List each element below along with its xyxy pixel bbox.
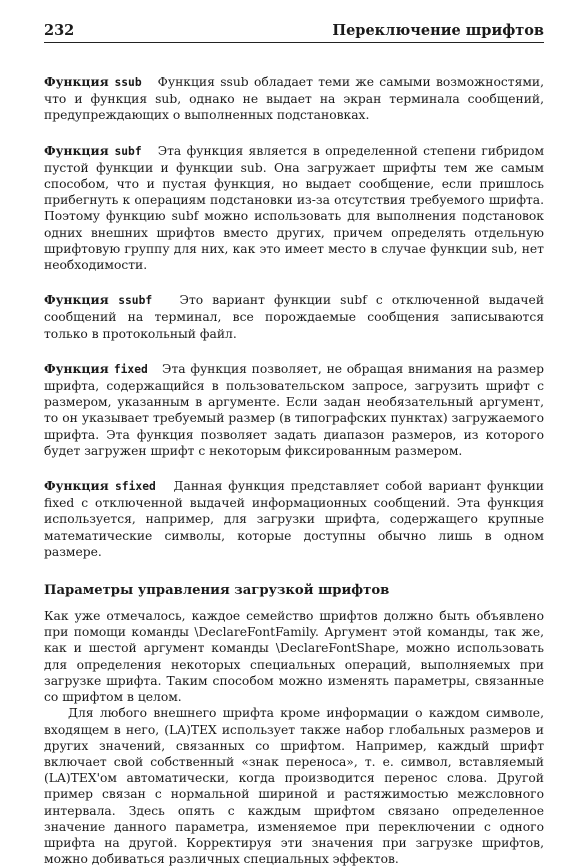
- entry-sfixed: [44, 478, 544, 560]
- entry-text: Данная функция представляет собой вариант функции fixed с отключенной выдачей информационных сообщений. Эта функция используется, например, для загрузки шрифта, содержащего крупные математические символы, которые доступны обычно лишь в одном размере.: [44, 479, 544, 559]
- entry-label: Функция fixed: [44, 360, 148, 376]
- entry-text: Эта функция является в определенной степени гибридом пустой функции и функции sub. Она загружает шрифты тем же самым способом, что и пустая функция, но выдает сообщение, если пришлось прибегнуть к операциям подстановки из-за отсутствия требуемого шрифта. Поэтому функцию subf можно использовать для выполнения подстановок одних внешних шрифтов вместо других, причем определять отдельную шрифтовую группу для них, как это имеет место в случае функции sub, нет необходимости.: [44, 143, 545, 273]
- entry-text: Эта функция позволяет, не обращая внимания на размер шрифта, содержащийся в пользовательском запросе, загрузить шрифт с размером, указанным в аргументе. Если задан необязательный аргумент, то он указывает требуемый размер (в типографских пунктах) загружаемого шрифта. Эта функция позволяет задать диапазон размеров, из которого будет загружен шрифт с некоторым фиксированным размером.: [44, 361, 545, 458]
- entry-label: Функция subf: [44, 142, 142, 158]
- entry-ssub: [44, 74, 544, 124]
- paragraph-1: Как уже отмечалось, каждое семейство шрифтов должно быть объявлено при помощи команды \DeclareFontFamily. Аргумент этой команды, так же, как и шестой аргумент команды \DeclareFontShape, можно использовать для определения некоторых специальных операций, выполняемых при загрузке шрифта. Таким способом можно изменять параметры, связанные со шрифтом в целом.: [44, 609, 544, 705]
- paragraph-2: Для любого внешнего шрифта кроме информации о каждом символе, входящем в него, (LA)TEX использует также набор глобальных размеров и других значений, связанных со шрифтом. Например, каждый шрифт включает свой собственный «знак переноса», т. е. символ, вставляемый (LA)TEX'ом автоматически, когда производится перенос слова. Другой пример связан с нормальной шириной и растяжимостью межсловного интервала. Здесь опять с каждым шрифтом связано определенное значение данного параметра, изменяемое при переключении с одного шрифта на другой. Корректируя эти значения при загрузке шрифтов, можно добиваться различных специальных эффектов.: [44, 706, 544, 867]
- running-header: [44, 22, 544, 43]
- page: [44, 22, 544, 867]
- entry-label: Функция sfixed: [44, 478, 156, 494]
- entry-label: Функция ssub: [44, 74, 142, 89]
- entry-text: Это вариант функции subf с отключенной выдачей сообщений на терминал, все порождаемые сообщения записываются только в протокольный файл.: [44, 293, 545, 341]
- entry-label: Функция ssubf: [44, 292, 153, 308]
- entry-subf: [44, 143, 544, 274]
- page-number: 232: [44, 22, 75, 39]
- entry-text: Функция ssub обладает теми же самыми возможностями, что и функция sub, однако не выдает на экран терминала сообщений, предупреждающих о выполненных подстановках.: [44, 75, 545, 123]
- entry-fixed: [44, 361, 544, 459]
- entry-ssubf: [44, 292, 544, 342]
- running-title: Переключение шрифтов: [332, 22, 544, 39]
- subsection-title: Параметры управления загрузкой шрифтов: [44, 583, 390, 599]
